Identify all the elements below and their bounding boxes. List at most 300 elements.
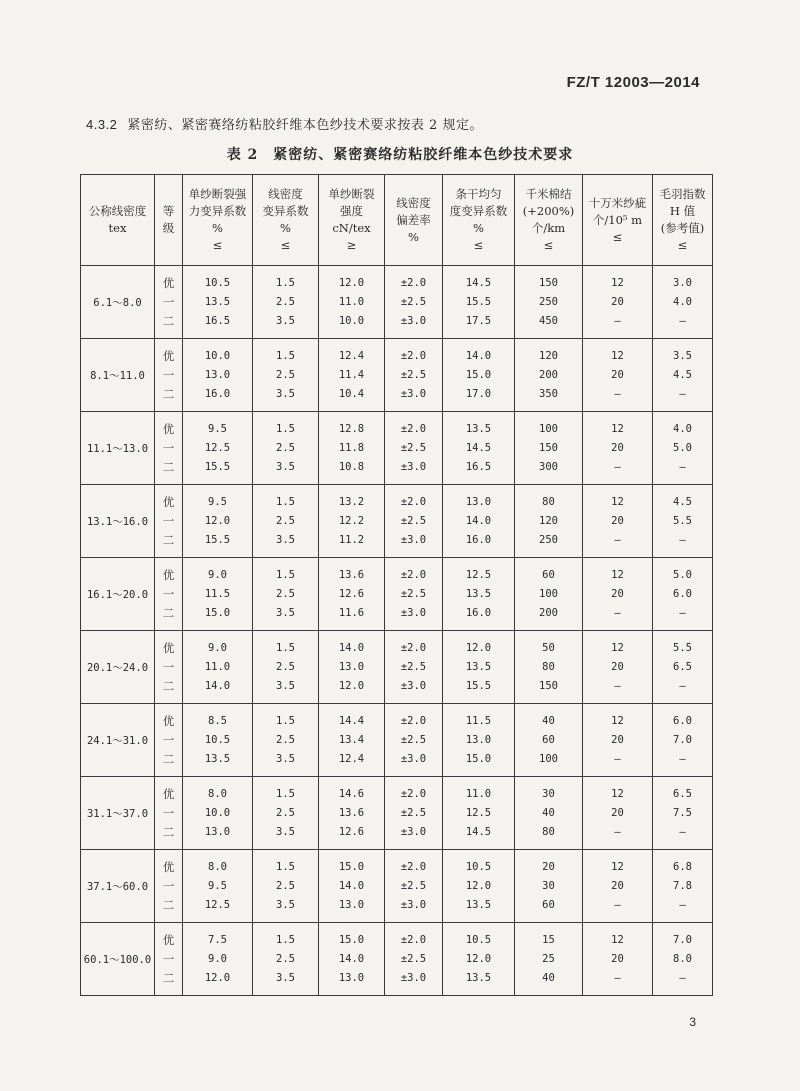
cell-stack bbox=[253, 567, 318, 622]
cell-stack bbox=[183, 275, 252, 330]
cell-stack bbox=[443, 859, 514, 914]
value-cell-c8 bbox=[653, 850, 713, 923]
cell-value: 10.4 bbox=[338, 387, 365, 400]
column-header-6 bbox=[443, 175, 515, 266]
cell-value: 13.6 bbox=[338, 806, 365, 819]
cell-value: 30 bbox=[542, 787, 555, 800]
cell-value: ±2.0 bbox=[400, 933, 427, 946]
value-cell-c7 bbox=[583, 850, 653, 923]
cell-value: 1.5 bbox=[276, 568, 295, 581]
cell-value: ±3.0 bbox=[400, 679, 427, 692]
cell-value: 200 bbox=[539, 606, 558, 619]
value-cell-c4 bbox=[385, 558, 443, 631]
cell-value: 1.5 bbox=[276, 349, 295, 362]
column-header-line: 毛羽指数 bbox=[659, 187, 706, 201]
cell-value: 60 bbox=[542, 898, 555, 911]
cell-stack bbox=[653, 494, 712, 549]
value-cell-c7 bbox=[583, 558, 653, 631]
cell-value: 1.5 bbox=[276, 933, 295, 946]
cell-value: ±2.5 bbox=[400, 514, 427, 527]
cell-stack bbox=[183, 932, 252, 987]
cell-value: ±3.0 bbox=[400, 971, 427, 984]
cell-value: 40 bbox=[542, 714, 555, 727]
cell-value: 5.0 bbox=[673, 568, 692, 581]
cell-stack bbox=[443, 786, 514, 841]
value-cell-c3 bbox=[319, 412, 385, 485]
value-cell-c2 bbox=[253, 412, 319, 485]
table-row bbox=[81, 704, 713, 777]
column-header-line: (参考值) bbox=[660, 221, 705, 235]
cell-value: 12 bbox=[611, 276, 624, 289]
value-cell-c4 bbox=[385, 704, 443, 777]
cell-value: — bbox=[614, 971, 621, 984]
cell-value: 12.0 bbox=[204, 971, 231, 984]
cell-value: 7.0 bbox=[673, 733, 692, 746]
cell-value: — bbox=[614, 898, 621, 911]
cell-stack bbox=[183, 494, 252, 549]
value-cell-c6 bbox=[515, 266, 583, 339]
cell-stack bbox=[515, 348, 582, 403]
value-cell-c1 bbox=[183, 631, 253, 704]
column-header-line: 千米棉结 bbox=[525, 187, 572, 201]
cell-stack bbox=[155, 567, 182, 622]
value-cell-c6 bbox=[515, 339, 583, 412]
cell-stack bbox=[385, 494, 442, 549]
cell-value: 12 bbox=[611, 422, 624, 435]
value-cell-c7 bbox=[583, 777, 653, 850]
cell-value: 12.6 bbox=[338, 825, 365, 838]
cell-value: 6.0 bbox=[673, 587, 692, 600]
cell-stack bbox=[319, 713, 384, 768]
cell-stack bbox=[653, 859, 712, 914]
cell-value: — bbox=[679, 314, 686, 327]
grade-label: 一 bbox=[162, 586, 175, 601]
cell-value: 4.0 bbox=[673, 422, 692, 435]
value-cell-c2 bbox=[253, 777, 319, 850]
cell-value: 40 bbox=[542, 806, 555, 819]
cell-stack bbox=[155, 494, 182, 549]
cell-stack bbox=[443, 421, 514, 476]
clause-text: 紧密纺、紧密赛络纺粘胶纤维本色纱技术要求按表 2 规定。 bbox=[127, 118, 483, 133]
density-cell: 13.1～16.0 bbox=[81, 485, 155, 558]
cell-value: 15.0 bbox=[204, 606, 231, 619]
cell-value: ±2.0 bbox=[400, 860, 427, 873]
cell-stack bbox=[319, 640, 384, 695]
cell-value: 15 bbox=[542, 933, 555, 946]
cell-value: 9.0 bbox=[208, 952, 227, 965]
cell-value: 80 bbox=[542, 495, 555, 508]
cell-value: 12.5 bbox=[204, 441, 231, 454]
cell-value: ±2.5 bbox=[400, 733, 427, 746]
value-cell-c1 bbox=[183, 266, 253, 339]
cell-value: 4.0 bbox=[673, 295, 692, 308]
table-row bbox=[81, 412, 713, 485]
cell-value: 11.0 bbox=[338, 295, 365, 308]
grade-label: 一 bbox=[162, 659, 175, 674]
cell-value: 8.0 bbox=[673, 952, 692, 965]
column-header-line: ≤ bbox=[212, 238, 223, 252]
value-cell-c3 bbox=[319, 850, 385, 923]
cell-value: 8.0 bbox=[208, 860, 227, 873]
cell-value: — bbox=[614, 825, 621, 838]
cell-value: — bbox=[614, 460, 621, 473]
table-row bbox=[81, 558, 713, 631]
value-cell-c8 bbox=[653, 777, 713, 850]
cell-value: 5.5 bbox=[673, 641, 692, 654]
cell-value: 12.0 bbox=[465, 879, 492, 892]
cell-stack bbox=[319, 859, 384, 914]
cell-value: 12.0 bbox=[338, 679, 365, 692]
cell-stack bbox=[443, 567, 514, 622]
value-cell-c3 bbox=[319, 777, 385, 850]
value-cell-c7 bbox=[583, 412, 653, 485]
cell-value: 1.5 bbox=[276, 787, 295, 800]
column-header-line: 等 bbox=[162, 204, 175, 218]
cell-value: — bbox=[679, 387, 686, 400]
cell-value: 12 bbox=[611, 933, 624, 946]
cell-value: 1.5 bbox=[276, 495, 295, 508]
column-header-7 bbox=[515, 175, 583, 266]
cell-value: 6.8 bbox=[673, 860, 692, 873]
cell-stack bbox=[155, 348, 182, 403]
cell-value: 300 bbox=[539, 460, 558, 473]
cell-value: 20 bbox=[611, 879, 624, 892]
cell-value: 80 bbox=[542, 825, 555, 838]
cell-value: 16.0 bbox=[465, 533, 492, 546]
cell-value: 12.4 bbox=[338, 349, 365, 362]
cell-value: ±2.5 bbox=[400, 952, 427, 965]
density-cell: 60.1～100.0 bbox=[81, 923, 155, 996]
table-row bbox=[81, 485, 713, 558]
cell-value: 12.5 bbox=[465, 568, 492, 581]
cell-stack bbox=[385, 713, 442, 768]
cell-value: 10.0 bbox=[204, 806, 231, 819]
value-cell-c6 bbox=[515, 704, 583, 777]
cell-value: 13.0 bbox=[338, 971, 365, 984]
cell-value: 3.0 bbox=[673, 276, 692, 289]
cell-value: 9.0 bbox=[208, 641, 227, 654]
cell-value: 6.5 bbox=[673, 787, 692, 800]
density-cell: 24.1～31.0 bbox=[81, 704, 155, 777]
cell-value: 10.5 bbox=[204, 733, 231, 746]
value-cell-c6 bbox=[515, 412, 583, 485]
value-cell-c5 bbox=[443, 485, 515, 558]
grade-label: 一 bbox=[162, 294, 175, 309]
cell-value: ±3.0 bbox=[400, 314, 427, 327]
cell-stack bbox=[319, 421, 384, 476]
cell-value: 1.5 bbox=[276, 641, 295, 654]
value-cell-c8 bbox=[653, 704, 713, 777]
value-cell-c3 bbox=[319, 631, 385, 704]
value-cell-c2 bbox=[253, 704, 319, 777]
cell-value: 12 bbox=[611, 714, 624, 727]
value-cell-c6 bbox=[515, 777, 583, 850]
value-cell-c5 bbox=[443, 339, 515, 412]
cell-value: 15.5 bbox=[204, 533, 231, 546]
cell-stack bbox=[385, 786, 442, 841]
cell-value: 15.0 bbox=[465, 368, 492, 381]
value-cell-c2 bbox=[253, 850, 319, 923]
cell-stack bbox=[253, 932, 318, 987]
cell-value: — bbox=[614, 533, 621, 546]
grade-label: 一 bbox=[162, 951, 175, 966]
cell-stack bbox=[319, 567, 384, 622]
cell-stack bbox=[319, 348, 384, 403]
cell-value: 11.0 bbox=[204, 660, 231, 673]
grade-label: 二 bbox=[162, 751, 175, 766]
cell-value: 13.0 bbox=[465, 495, 492, 508]
cell-value: — bbox=[679, 679, 686, 692]
cell-value: 11.4 bbox=[338, 368, 365, 381]
grade-label: 优 bbox=[162, 932, 175, 947]
cell-value: 13.6 bbox=[338, 568, 365, 581]
column-header-line: 十万米纱疵 bbox=[588, 195, 647, 210]
grade-label: 一 bbox=[162, 805, 175, 820]
cell-value: 17.5 bbox=[465, 314, 492, 327]
value-cell-c5 bbox=[443, 704, 515, 777]
cell-value: 7.5 bbox=[673, 806, 692, 819]
cell-value: 16.0 bbox=[204, 387, 231, 400]
document-code: FZ/T 12003—2014 bbox=[566, 74, 700, 91]
cell-value: — bbox=[679, 533, 686, 546]
value-cell-c6 bbox=[515, 558, 583, 631]
cell-value: 9.5 bbox=[208, 495, 227, 508]
cell-value: 10.5 bbox=[204, 276, 231, 289]
cell-value: ±2.5 bbox=[400, 587, 427, 600]
cell-value: ±2.5 bbox=[400, 806, 427, 819]
cell-value: 11.8 bbox=[338, 441, 365, 454]
grade-cell bbox=[155, 485, 183, 558]
cell-value: 12.4 bbox=[338, 752, 365, 765]
cell-stack bbox=[515, 275, 582, 330]
grade-label: 优 bbox=[162, 640, 175, 655]
table-header-row bbox=[81, 175, 713, 266]
cell-value: 6.5 bbox=[673, 660, 692, 673]
value-cell-c3 bbox=[319, 923, 385, 996]
cell-value: 3.5 bbox=[276, 314, 295, 327]
value-cell-c2 bbox=[253, 339, 319, 412]
cell-value: ±3.0 bbox=[400, 460, 427, 473]
cell-value: 200 bbox=[539, 368, 558, 381]
cell-stack bbox=[443, 640, 514, 695]
grade-cell bbox=[155, 339, 183, 412]
grade-label: 优 bbox=[162, 421, 175, 436]
cell-value: — bbox=[614, 606, 621, 619]
grade-label: 优 bbox=[162, 494, 175, 509]
column-header-line: % bbox=[280, 221, 291, 235]
column-header-line: ≤ bbox=[280, 238, 291, 252]
cell-stack bbox=[385, 348, 442, 403]
cell-value: — bbox=[679, 971, 686, 984]
cell-value: 4.5 bbox=[673, 495, 692, 508]
cell-value: 7.5 bbox=[208, 933, 227, 946]
value-cell-c6 bbox=[515, 631, 583, 704]
cell-value: 3.5 bbox=[276, 898, 295, 911]
grade-label: 优 bbox=[162, 859, 175, 874]
value-cell-c2 bbox=[253, 923, 319, 996]
clause-number: 4.3.2 bbox=[86, 117, 118, 132]
cell-value: 450 bbox=[539, 314, 558, 327]
column-header-3 bbox=[253, 175, 319, 266]
cell-value: 13.0 bbox=[338, 898, 365, 911]
cell-value: 2.5 bbox=[276, 806, 295, 819]
cell-value: 11.5 bbox=[204, 587, 231, 600]
cell-value: 20 bbox=[611, 441, 624, 454]
cell-value: 40 bbox=[542, 971, 555, 984]
density-cell: 11.1～13.0 bbox=[81, 412, 155, 485]
cell-value: 20 bbox=[542, 860, 555, 873]
cell-stack bbox=[653, 348, 712, 403]
value-cell-c4 bbox=[385, 777, 443, 850]
table-title: 表 2 紧密纺、紧密赛络纺粘胶纤维本色纱技术要求 bbox=[226, 147, 574, 163]
cell-value: 10.0 bbox=[338, 314, 365, 327]
value-cell-c1 bbox=[183, 704, 253, 777]
value-cell-c2 bbox=[253, 631, 319, 704]
cell-value: 2.5 bbox=[276, 514, 295, 527]
cell-value: — bbox=[679, 898, 686, 911]
value-cell-c1 bbox=[183, 339, 253, 412]
column-header-line: 个/10⁵ m bbox=[592, 212, 643, 227]
cell-value: 100 bbox=[539, 587, 558, 600]
cell-value: ±2.0 bbox=[400, 422, 427, 435]
table-row bbox=[81, 850, 713, 923]
cell-stack bbox=[253, 348, 318, 403]
grade-label: 一 bbox=[162, 513, 175, 528]
cell-stack bbox=[443, 348, 514, 403]
cell-value: 10.5 bbox=[465, 933, 492, 946]
column-header-1 bbox=[155, 175, 183, 266]
cell-value: ±2.5 bbox=[400, 441, 427, 454]
cell-value: 13.4 bbox=[338, 733, 365, 746]
cell-value: ±2.0 bbox=[400, 714, 427, 727]
cell-value: 16.5 bbox=[204, 314, 231, 327]
cell-value: 30 bbox=[542, 879, 555, 892]
value-cell-c5 bbox=[443, 266, 515, 339]
value-cell-c4 bbox=[385, 485, 443, 558]
cell-value: 20 bbox=[611, 660, 624, 673]
cell-value: 14.5 bbox=[465, 276, 492, 289]
cell-value: 10.0 bbox=[204, 349, 231, 362]
cell-value: 13.5 bbox=[465, 898, 492, 911]
column-header-line: tex bbox=[108, 221, 127, 235]
cell-value: 250 bbox=[539, 533, 558, 546]
cell-stack bbox=[583, 348, 652, 403]
cell-value: 14.0 bbox=[465, 514, 492, 527]
cell-value: 13.0 bbox=[465, 733, 492, 746]
grade-cell bbox=[155, 412, 183, 485]
grade-label: 一 bbox=[162, 878, 175, 893]
cell-stack bbox=[253, 640, 318, 695]
grade-label: 二 bbox=[162, 824, 175, 839]
grade-label: 一 bbox=[162, 440, 175, 455]
cell-value: 20 bbox=[611, 806, 624, 819]
cell-value: 3.5 bbox=[276, 533, 295, 546]
grade-label: 优 bbox=[162, 567, 175, 582]
cell-value: 14.5 bbox=[465, 441, 492, 454]
cell-value: 16.5 bbox=[465, 460, 492, 473]
cell-stack bbox=[653, 567, 712, 622]
cell-value: 12.0 bbox=[465, 641, 492, 654]
page-number: 3 bbox=[689, 1015, 696, 1029]
table-row bbox=[81, 631, 713, 704]
cell-value: 50 bbox=[542, 641, 555, 654]
cell-value: 13.2 bbox=[338, 495, 365, 508]
cell-value: 13.5 bbox=[465, 660, 492, 673]
value-cell-c6 bbox=[515, 923, 583, 996]
cell-stack bbox=[385, 567, 442, 622]
cell-stack bbox=[515, 640, 582, 695]
cell-value: ±2.0 bbox=[400, 641, 427, 654]
cell-value: 1.5 bbox=[276, 714, 295, 727]
column-header-line: ≤ bbox=[677, 238, 688, 252]
cell-value: 13.5 bbox=[204, 295, 231, 308]
cell-value: 20 bbox=[611, 514, 624, 527]
value-cell-c7 bbox=[583, 266, 653, 339]
cell-stack bbox=[155, 786, 182, 841]
cell-value: ±2.0 bbox=[400, 495, 427, 508]
cell-value: 2.5 bbox=[276, 368, 295, 381]
spec-table bbox=[80, 174, 713, 996]
grade-label: 优 bbox=[162, 348, 175, 363]
cell-value: 9.5 bbox=[208, 422, 227, 435]
value-cell-c1 bbox=[183, 923, 253, 996]
grade-cell bbox=[155, 558, 183, 631]
cell-value: 12 bbox=[611, 860, 624, 873]
cell-value: 150 bbox=[539, 276, 558, 289]
value-cell-c3 bbox=[319, 339, 385, 412]
cell-stack bbox=[183, 640, 252, 695]
cell-stack bbox=[155, 859, 182, 914]
cell-value: 4.5 bbox=[673, 368, 692, 381]
grade-cell bbox=[155, 704, 183, 777]
cell-stack bbox=[653, 640, 712, 695]
cell-stack bbox=[583, 859, 652, 914]
cell-stack bbox=[653, 713, 712, 768]
cell-stack bbox=[515, 713, 582, 768]
column-header-line: 单纱断裂强 bbox=[188, 187, 247, 201]
cell-stack bbox=[515, 421, 582, 476]
cell-stack bbox=[443, 494, 514, 549]
column-header-line: ≤ bbox=[543, 238, 554, 252]
cell-value: 20 bbox=[611, 587, 624, 600]
cell-value: ±2.0 bbox=[400, 787, 427, 800]
cell-value: 3.5 bbox=[673, 349, 692, 362]
grade-label: 优 bbox=[162, 786, 175, 801]
value-cell-c8 bbox=[653, 412, 713, 485]
cell-stack bbox=[183, 786, 252, 841]
cell-value: 13.5 bbox=[465, 971, 492, 984]
cell-stack bbox=[583, 786, 652, 841]
cell-value: 12.2 bbox=[338, 514, 365, 527]
cell-stack bbox=[443, 932, 514, 987]
cell-value: 11.5 bbox=[465, 714, 492, 727]
cell-value: 1.5 bbox=[276, 276, 295, 289]
cell-stack bbox=[183, 567, 252, 622]
value-cell-c7 bbox=[583, 485, 653, 558]
column-header-line: 个/km bbox=[531, 221, 566, 235]
cell-value: 20 bbox=[611, 295, 624, 308]
grade-cell bbox=[155, 777, 183, 850]
value-cell-c2 bbox=[253, 266, 319, 339]
column-header-line: cN/tex bbox=[332, 221, 371, 235]
cell-value: 2.5 bbox=[276, 660, 295, 673]
cell-value: ±2.5 bbox=[400, 660, 427, 673]
cell-stack bbox=[319, 494, 384, 549]
cell-stack bbox=[385, 932, 442, 987]
cell-stack bbox=[385, 275, 442, 330]
cell-value: 120 bbox=[539, 349, 558, 362]
value-cell-c3 bbox=[319, 558, 385, 631]
